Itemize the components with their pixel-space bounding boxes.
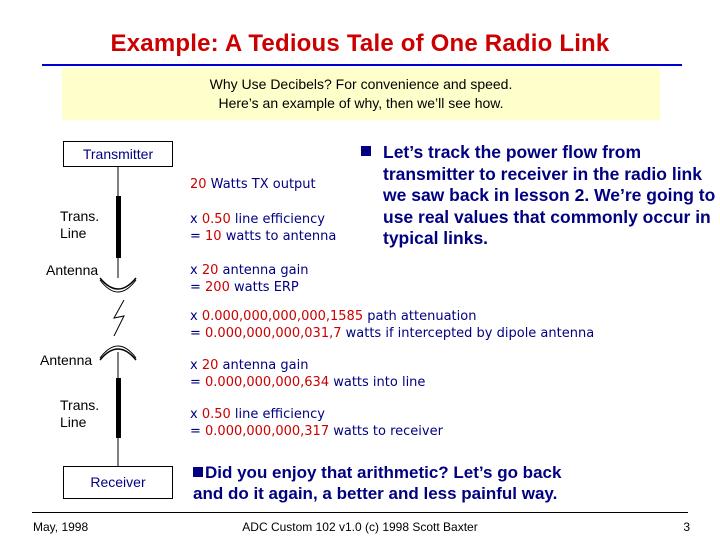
step-prefix: x bbox=[190, 212, 202, 227]
radio-wave-icon bbox=[114, 300, 124, 336]
step-text: path attenuation bbox=[363, 309, 477, 324]
tx-line-segment bbox=[116, 196, 121, 258]
page-number: 3 bbox=[683, 520, 690, 534]
step-value: 0.000,000,000,000,1585 bbox=[201, 309, 364, 324]
step-rx-antenna-gain bbox=[190, 357, 425, 391]
transmitter-box: Transmitter bbox=[63, 141, 173, 167]
step-eq: = bbox=[190, 424, 206, 439]
tx-line-label-2: Line bbox=[60, 225, 87, 241]
step-value: 0.50 bbox=[201, 212, 231, 227]
step-value: 20 bbox=[201, 263, 219, 278]
step-prefix: x bbox=[190, 309, 202, 324]
step-result: 0.000,000,000,031,7 bbox=[205, 326, 342, 341]
step-prefix: x bbox=[190, 263, 202, 278]
step-tx-output bbox=[190, 176, 316, 193]
rx-line-segment bbox=[116, 378, 121, 438]
tx-line-label bbox=[60, 208, 99, 242]
step-text: antenna gain bbox=[218, 263, 309, 278]
rx-antenna-label: Antenna bbox=[40, 352, 93, 368]
step-result: 0.000,000,000,317 bbox=[205, 424, 330, 439]
step-value: 0.50 bbox=[201, 407, 231, 422]
step-post: watts to receiver bbox=[329, 424, 443, 439]
closing-line-2: and do it again, a better and less painful way. bbox=[193, 484, 558, 503]
step-tx-antenna-gain bbox=[190, 262, 308, 296]
step-eq: = bbox=[190, 326, 206, 341]
receiver-box: Receiver bbox=[63, 466, 173, 499]
bullet-icon bbox=[193, 467, 203, 477]
step-eq: = bbox=[190, 229, 206, 244]
bullet-text: Let’s track the power flow from transmitter to receiver in the radio link we saw back in lesson 2. We’re going to use real values that commonly occur in typical links. bbox=[383, 142, 716, 249]
step-text: line efficiency bbox=[230, 212, 325, 227]
step-note: if intercepted by dipole antenna bbox=[385, 326, 595, 341]
step-path-attenuation bbox=[190, 308, 594, 342]
intro-line-2: Here’s an example of why, then we’ll see how. bbox=[218, 95, 504, 111]
footer-credit: ADC Custom 102 v1.0 (c) 1998 Scott Baxter bbox=[242, 520, 478, 534]
step-post: watts to antenna bbox=[221, 229, 337, 244]
step-text: antenna gain bbox=[218, 358, 309, 373]
step-text: Watts TX output bbox=[206, 177, 316, 192]
step-value: 20 bbox=[201, 358, 219, 373]
tx-antenna-arc bbox=[100, 278, 136, 289]
step-result: 200 bbox=[205, 280, 230, 295]
step-eq: = bbox=[190, 280, 206, 295]
tx-line-label-1: Trans. bbox=[60, 208, 100, 224]
step-line-efficiency bbox=[190, 211, 336, 245]
step-rx-line-efficiency bbox=[190, 406, 443, 440]
step-eq: = bbox=[190, 375, 206, 390]
closing-remark bbox=[193, 462, 561, 504]
rx-line-label-2: Line bbox=[60, 414, 87, 430]
tx-antenna-label: Antenna bbox=[46, 262, 99, 278]
step-post: watts ERP bbox=[229, 280, 299, 295]
rx-line-label bbox=[60, 397, 99, 431]
intro-line-1: Why Use Decibels? For convenience and speed. bbox=[209, 76, 513, 92]
title-rule bbox=[42, 64, 682, 66]
step-text: line efficiency bbox=[230, 407, 325, 422]
footer-rule bbox=[32, 512, 688, 513]
tx-antenna-arc-shadow bbox=[100, 280, 136, 292]
step-result: 10 bbox=[205, 229, 222, 244]
footer-date: May, 1998 bbox=[33, 520, 89, 534]
step-value: 20 bbox=[190, 177, 207, 192]
step-result: 0.000,000,000,634 bbox=[205, 375, 330, 390]
closing-line-1: Did you enjoy that arithmetic? Let’s go back bbox=[205, 463, 562, 482]
intro-box bbox=[62, 68, 660, 120]
page-title: Example: A Tedious Tale of One Radio Link bbox=[110, 30, 610, 57]
step-post: watts into line bbox=[329, 375, 426, 390]
bullet-icon bbox=[361, 146, 371, 156]
step-prefix: x bbox=[190, 358, 202, 373]
rx-line-label-1: Trans. bbox=[60, 397, 100, 413]
step-prefix: x bbox=[190, 407, 202, 422]
step-post: watts bbox=[341, 326, 386, 341]
